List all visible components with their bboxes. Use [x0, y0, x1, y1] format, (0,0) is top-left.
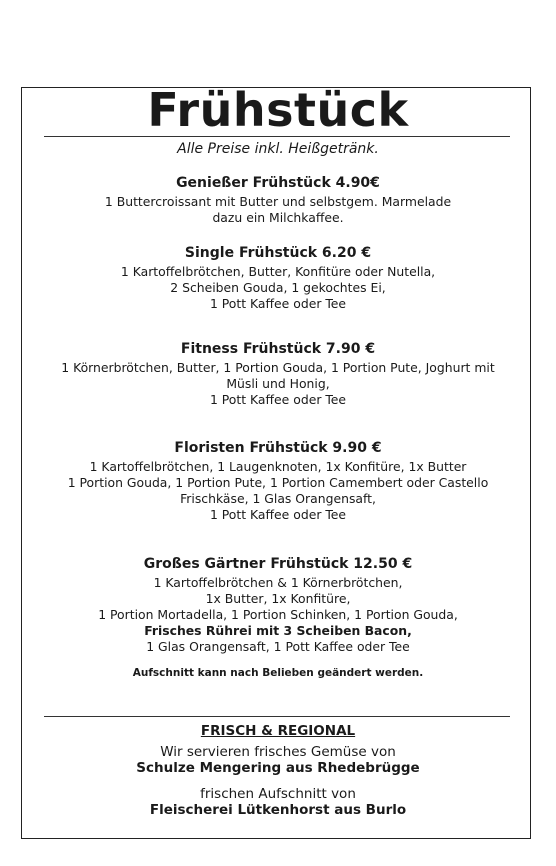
menu-item-gaertner — [30, 555, 526, 655]
footer-line: Schulze Mengering aus Rhedebrügge — [136, 760, 420, 776]
footer-line: frischen Aufschnitt von — [200, 786, 356, 802]
menu-item-description: 1 Buttercroissant mit Butter und selbstgem. Marmelade dazu ein Milchkaffee. — [104, 194, 452, 225]
footer-divider — [44, 716, 510, 717]
menu-item-heading: Floristen Frühstück 9.90 € — [174, 440, 382, 456]
menu-item-heading: Single Frühstück 6.20 € — [184, 245, 372, 261]
menu-item-description: 1 Kartoffelbrötchen, 1 Laugenknoten, 1x Konfitüre, 1x Butter 1 Portion Gouda, 1 Portion Pute, 1 Portion Camembert oder Castello Frischkäse, 1 Glas Orangensaft, 1 Pott Kaffee oder Tee — [67, 459, 489, 522]
menu-item-fitness — [30, 340, 526, 408]
menu-item-floristen — [30, 439, 526, 523]
menu-item-geniesser — [30, 174, 526, 226]
page-title: Frühstück — [147, 83, 409, 137]
footer-title: FRISCH & REGIONAL — [200, 723, 356, 739]
page-subtitle: Alle Preise inkl. Heißgetränk. — [177, 141, 379, 157]
menu-item-heading: Großes Gärtner Frühstück 12.50 € — [143, 556, 413, 572]
menu-item-heading: Fitness Frühstück 7.90 € — [180, 341, 376, 357]
menu-item-description: 1 Kartoffelbrötchen & 1 Körnerbrötchen, 1x Butter, 1x Konfitüre, 1 Portion Mortadella, 1 Portion Schinken, 1 Portion Gouda, Frisches Rührei mit 3 Scheiben Bacon, 1 Glas Orangensaft, 1 Pott Kaffee oder Tee — [98, 575, 458, 654]
menu-item-heading: Genießer Frühstück 4.90€ — [176, 175, 380, 191]
menu-item-description: 1 Kartoffelbrötchen, Butter, Konfitüre oder Nutella, 2 Scheiben Gouda, 1 gekochtes Ei, 1 Pott Kaffee oder Tee — [120, 264, 436, 311]
aufschnitt-note: Aufschnitt kann nach Belieben geändert werden. — [132, 667, 424, 679]
menu-item-description: 1 Körnerbrötchen, Butter, 1 Portion Gouda, 1 Portion Pute, Joghurt mit Müsli und Honig, 1 Pott Kaffee oder Tee — [61, 360, 495, 407]
title-divider — [44, 136, 510, 137]
menu-item-single — [30, 244, 526, 312]
footer-line: Wir servieren frisches Gemüse von — [160, 744, 396, 760]
footer-regional — [30, 722, 526, 818]
footer-line: Fleischerei Lütkenhorst aus Burlo — [149, 802, 407, 818]
